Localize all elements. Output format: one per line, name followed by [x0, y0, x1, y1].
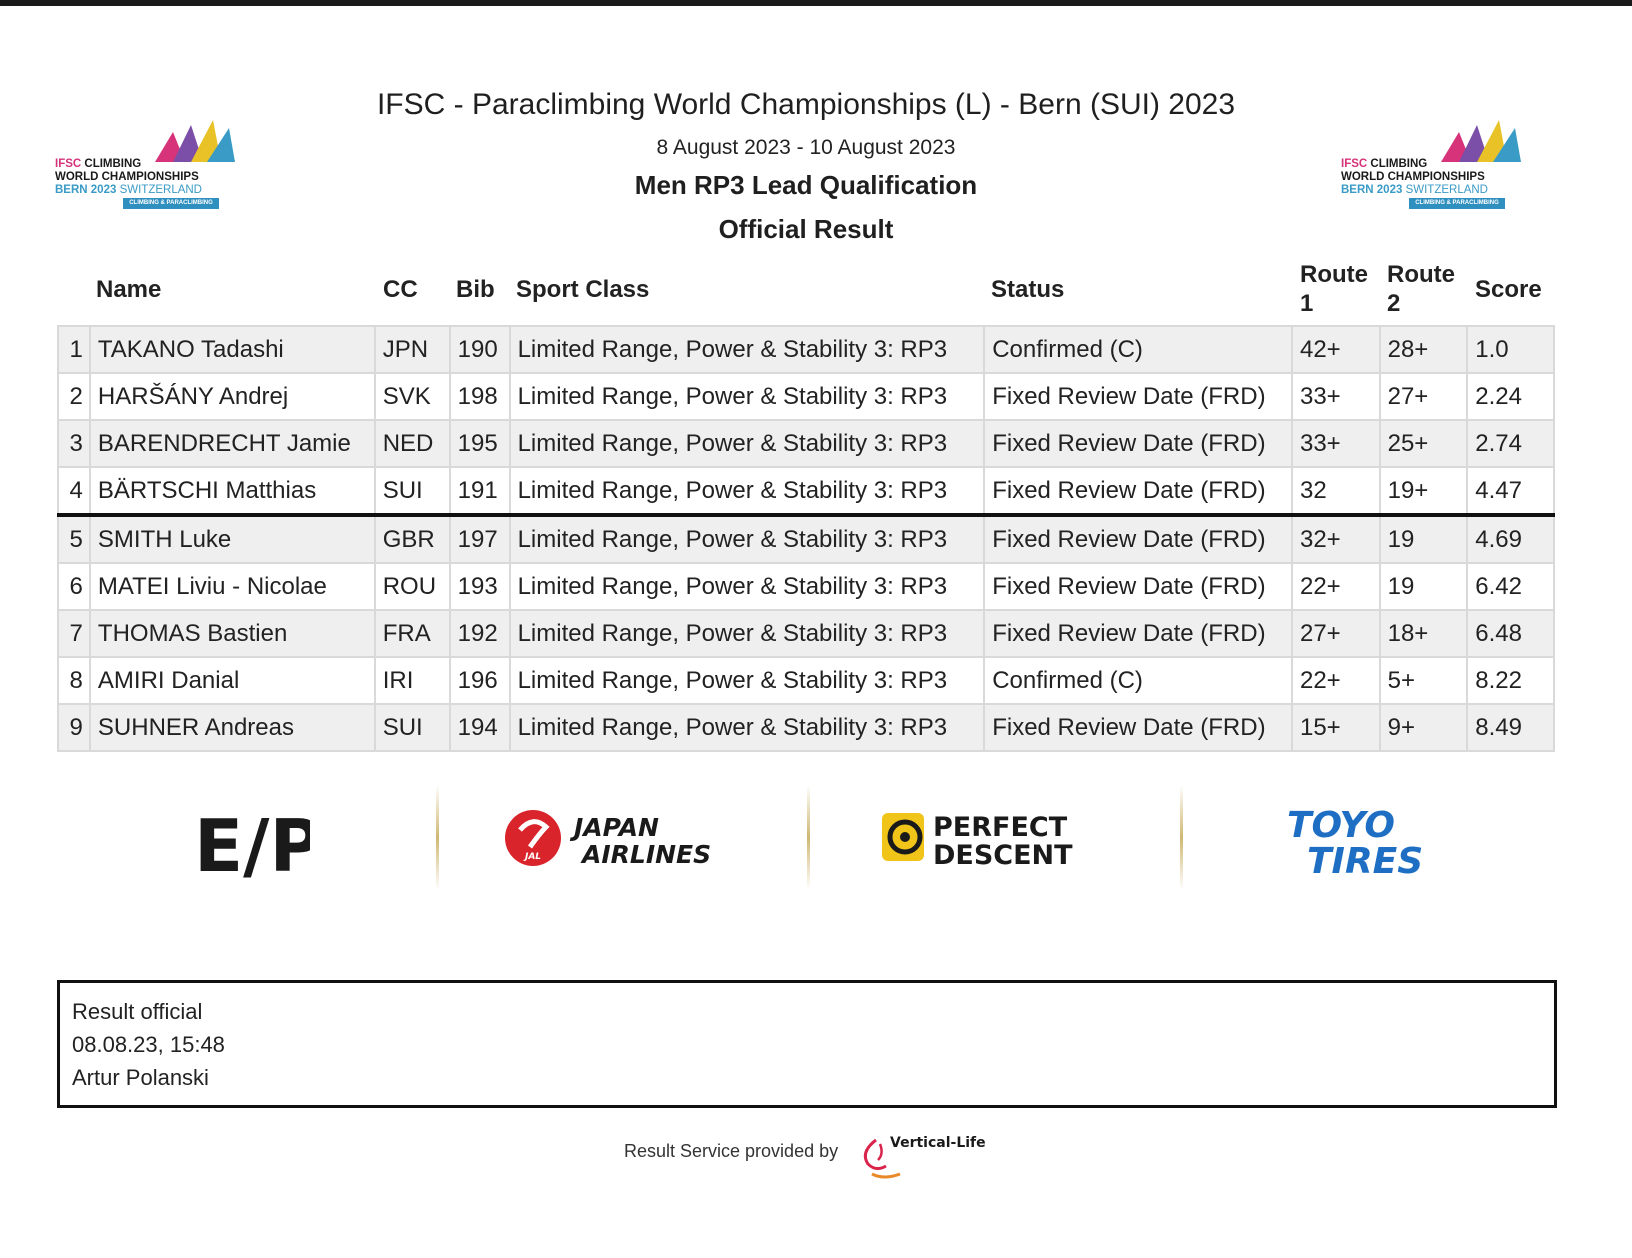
jal-text-line2: AIRLINES: [582, 840, 712, 869]
cell-rank: 3: [58, 420, 90, 467]
cell-sport-class: Limited Range, Power & Stability 3: RP3: [510, 610, 985, 657]
cell-route1: 42+: [1292, 326, 1380, 373]
cell-score: 8.22: [1467, 657, 1554, 704]
cell-sport-class: Limited Range, Power & Stability 3: RP3: [510, 373, 985, 420]
cell-sport-class: Limited Range, Power & Stability 3: RP3: [510, 563, 985, 610]
ep-logo-icon: [190, 785, 310, 885]
sponsor-divider: [1180, 785, 1183, 890]
cell-status: Fixed Review Date (FRD): [984, 515, 1292, 563]
cell-name: SUHNER Andreas: [90, 704, 375, 751]
cell-cc: SUI: [375, 704, 450, 751]
jal-mark-text: JAL: [524, 852, 542, 862]
cell-name: BARENDRECHT Jamie: [90, 420, 375, 467]
table-row: [58, 515, 1554, 563]
cell-score: 1.0: [1467, 326, 1554, 373]
cell-route2: 19: [1380, 563, 1468, 610]
result-service-footer: [624, 1130, 1004, 1185]
toyo-text-line1: TOYO: [1287, 805, 1395, 846]
table-row: [58, 563, 1554, 610]
cell-bib: 196: [450, 657, 510, 704]
cell-route2: 28+: [1380, 326, 1468, 373]
cell-cc: NED: [375, 420, 450, 467]
cell-route1: 33+: [1292, 373, 1380, 420]
vertical-life-text: Vertical-Life: [890, 1135, 986, 1151]
pd-text-line1: PERFECT: [933, 812, 1068, 843]
cell-route2: 9+: [1380, 704, 1468, 751]
cell-cc: JPN: [375, 326, 450, 373]
logo-text: WORLD CHAMPIONSHIPS: [55, 171, 199, 183]
cell-route1: 33+: [1292, 420, 1380, 467]
jal-text-line1: JAPAN: [574, 813, 659, 842]
competition-title: IFSC - Paraclimbing World Championships (L) - Bern (SUI) 2023: [376, 88, 1236, 121]
cell-status: Fixed Review Date (FRD): [984, 373, 1292, 420]
sponsor-ep-logo: [190, 785, 310, 885]
sponsor-divider: [807, 785, 810, 890]
cell-route2: 18+: [1380, 610, 1468, 657]
cell-name: MATEI Liviu - Nicolae: [90, 563, 375, 610]
results-body: [58, 326, 1554, 751]
cell-status: Confirmed (C): [984, 326, 1292, 373]
column-header-route-1-line2: 1: [1300, 290, 1314, 317]
cell-name: THOMAS Bastien: [90, 610, 375, 657]
cell-name: HARŠÁNY Andrej: [90, 373, 375, 420]
cell-rank: 2: [58, 373, 90, 420]
logo-banner: CLIMBING & PARACLIMBING: [1409, 198, 1505, 209]
cell-bib: 190: [450, 326, 510, 373]
sponsor-toyo-tires-logo: [1283, 785, 1473, 885]
cell-rank: 9: [58, 704, 90, 751]
cell-status: Confirmed (C): [984, 657, 1292, 704]
competition-dates: 8 August 2023 - 10 August 2023: [656, 136, 956, 159]
footer-text: Result Service provided by: [624, 1141, 839, 1161]
logo-text: CLIMBING: [1367, 158, 1428, 170]
cell-rank: 5: [58, 515, 90, 563]
cell-bib: 197: [450, 515, 510, 563]
cell-route1: 32: [1292, 467, 1380, 515]
cell-status: Fixed Review Date (FRD): [984, 704, 1292, 751]
table-row: [58, 610, 1554, 657]
sponsor-perfect-descent-logo: [878, 785, 1128, 885]
cell-rank: 1: [58, 326, 90, 373]
cell-bib: 192: [450, 610, 510, 657]
cell-rank: 7: [58, 610, 90, 657]
cell-rank: 8: [58, 657, 90, 704]
cell-route1: 32+: [1292, 515, 1380, 563]
cell-bib: 193: [450, 563, 510, 610]
column-header-route-1: [1300, 260, 1368, 318]
results-table: [57, 325, 1555, 752]
logo-text: WORLD CHAMPIONSHIPS: [1341, 171, 1485, 183]
cell-status: Fixed Review Date (FRD): [984, 420, 1292, 467]
cell-cc: ROU: [375, 563, 450, 610]
column-header-status: Status: [991, 276, 1065, 303]
cell-rank: 6: [58, 563, 90, 610]
cell-cc: SVK: [375, 373, 450, 420]
official-signature-box: [57, 980, 1557, 1108]
table-row: [58, 657, 1554, 704]
cell-cc: GBR: [375, 515, 450, 563]
jal-logo-icon: [500, 785, 750, 885]
logo-banner: CLIMBING & PARACLIMBING: [123, 198, 219, 209]
cell-cc: SUI: [375, 467, 450, 515]
cell-status: Fixed Review Date (FRD): [984, 563, 1292, 610]
vertical-life-logo-icon: [854, 1130, 1004, 1185]
column-header-route-2-line2: 2: [1387, 290, 1401, 317]
logo-text: CLIMBING: [81, 158, 142, 170]
pd-text-line2: DESCENT: [933, 840, 1073, 871]
table-row: [58, 420, 1554, 467]
cell-score: 8.49: [1467, 704, 1554, 751]
cell-status: Fixed Review Date (FRD): [984, 610, 1292, 657]
table-row: [58, 373, 1554, 420]
signature-official-name: Artur Polanski: [72, 1065, 209, 1090]
column-header-route-2-line1: Route: [1387, 261, 1455, 288]
cell-route2: 19+: [1380, 467, 1468, 515]
logo-text-accent: IFSC: [1341, 158, 1368, 170]
cell-sport-class: Limited Range, Power & Stability 3: RP3: [510, 704, 985, 751]
cell-name: BÄRTSCHI Matthias: [90, 467, 375, 515]
event-title: Men RP3 Lead Qualification: [634, 170, 978, 200]
cell-route1: 22+: [1292, 657, 1380, 704]
table-row: [58, 467, 1554, 515]
cell-route1: 27+: [1292, 610, 1380, 657]
column-header-bib: Bib: [456, 276, 495, 303]
column-header-cc: CC: [383, 276, 418, 303]
cell-rank: 4: [58, 467, 90, 515]
cell-route2: 25+: [1380, 420, 1468, 467]
cell-name: TAKANO Tadashi: [90, 326, 375, 373]
cell-name: AMIRI Danial: [90, 657, 375, 704]
cell-bib: 195: [450, 420, 510, 467]
cell-score: 2.74: [1467, 420, 1554, 467]
sponsor-jal-logo: [500, 785, 750, 885]
cell-status: Fixed Review Date (FRD): [984, 467, 1292, 515]
cell-score: 4.47: [1467, 467, 1554, 515]
perfect-descent-icon: [878, 785, 1128, 885]
cell-name: SMITH Luke: [90, 515, 375, 563]
logo-text: SWITZERLAND: [116, 184, 202, 196]
toyo-text-line2: TIRES: [1307, 841, 1424, 882]
cell-sport-class: Limited Range, Power & Stability 3: RP3: [510, 420, 985, 467]
column-header-route-1-line1: Route: [1300, 261, 1368, 288]
cell-bib: 194: [450, 704, 510, 751]
column-header-sport-class: Sport Class: [516, 276, 650, 303]
cell-score: 6.42: [1467, 563, 1554, 610]
cell-route1: 15+: [1292, 704, 1380, 751]
cell-cc: IRI: [375, 657, 450, 704]
cell-score: 2.24: [1467, 373, 1554, 420]
table-row: [58, 704, 1554, 751]
ep-logo-text: E/P: [194, 804, 310, 885]
table-row: [58, 326, 1554, 373]
column-header-route-2: [1387, 260, 1455, 318]
result-type: Official Result: [718, 214, 894, 244]
cell-sport-class: Limited Range, Power & Stability 3: RP3: [510, 657, 985, 704]
cell-route2: 19: [1380, 515, 1468, 563]
logo-text: SWITZERLAND: [1402, 184, 1488, 196]
cell-sport-class: Limited Range, Power & Stability 3: RP3: [510, 467, 985, 515]
cell-bib: 191: [450, 467, 510, 515]
cell-sport-class: Limited Range, Power & Stability 3: RP3: [510, 515, 985, 563]
signature-status: Result official: [72, 999, 203, 1024]
cell-cc: FRA: [375, 610, 450, 657]
top-border: [0, 0, 1632, 6]
cell-sport-class: Limited Range, Power & Stability 3: RP3: [510, 326, 985, 373]
cell-score: 6.48: [1467, 610, 1554, 657]
logo-text: BERN 2023: [55, 184, 117, 196]
toyo-tires-icon: [1283, 785, 1473, 885]
cell-route1: 22+: [1292, 563, 1380, 610]
column-header-score: Score: [1475, 276, 1542, 303]
sponsor-divider: [436, 785, 439, 890]
cell-route2: 27+: [1380, 373, 1468, 420]
cell-bib: 198: [450, 373, 510, 420]
cell-route2: 5+: [1380, 657, 1468, 704]
logo-text: BERN 2023: [1341, 184, 1403, 196]
cell-score: 4.69: [1467, 515, 1554, 563]
column-header-name: Name: [96, 276, 162, 303]
signature-timestamp: 08.08.23, 15:48: [72, 1032, 225, 1057]
logo-text-accent: IFSC: [55, 158, 82, 170]
